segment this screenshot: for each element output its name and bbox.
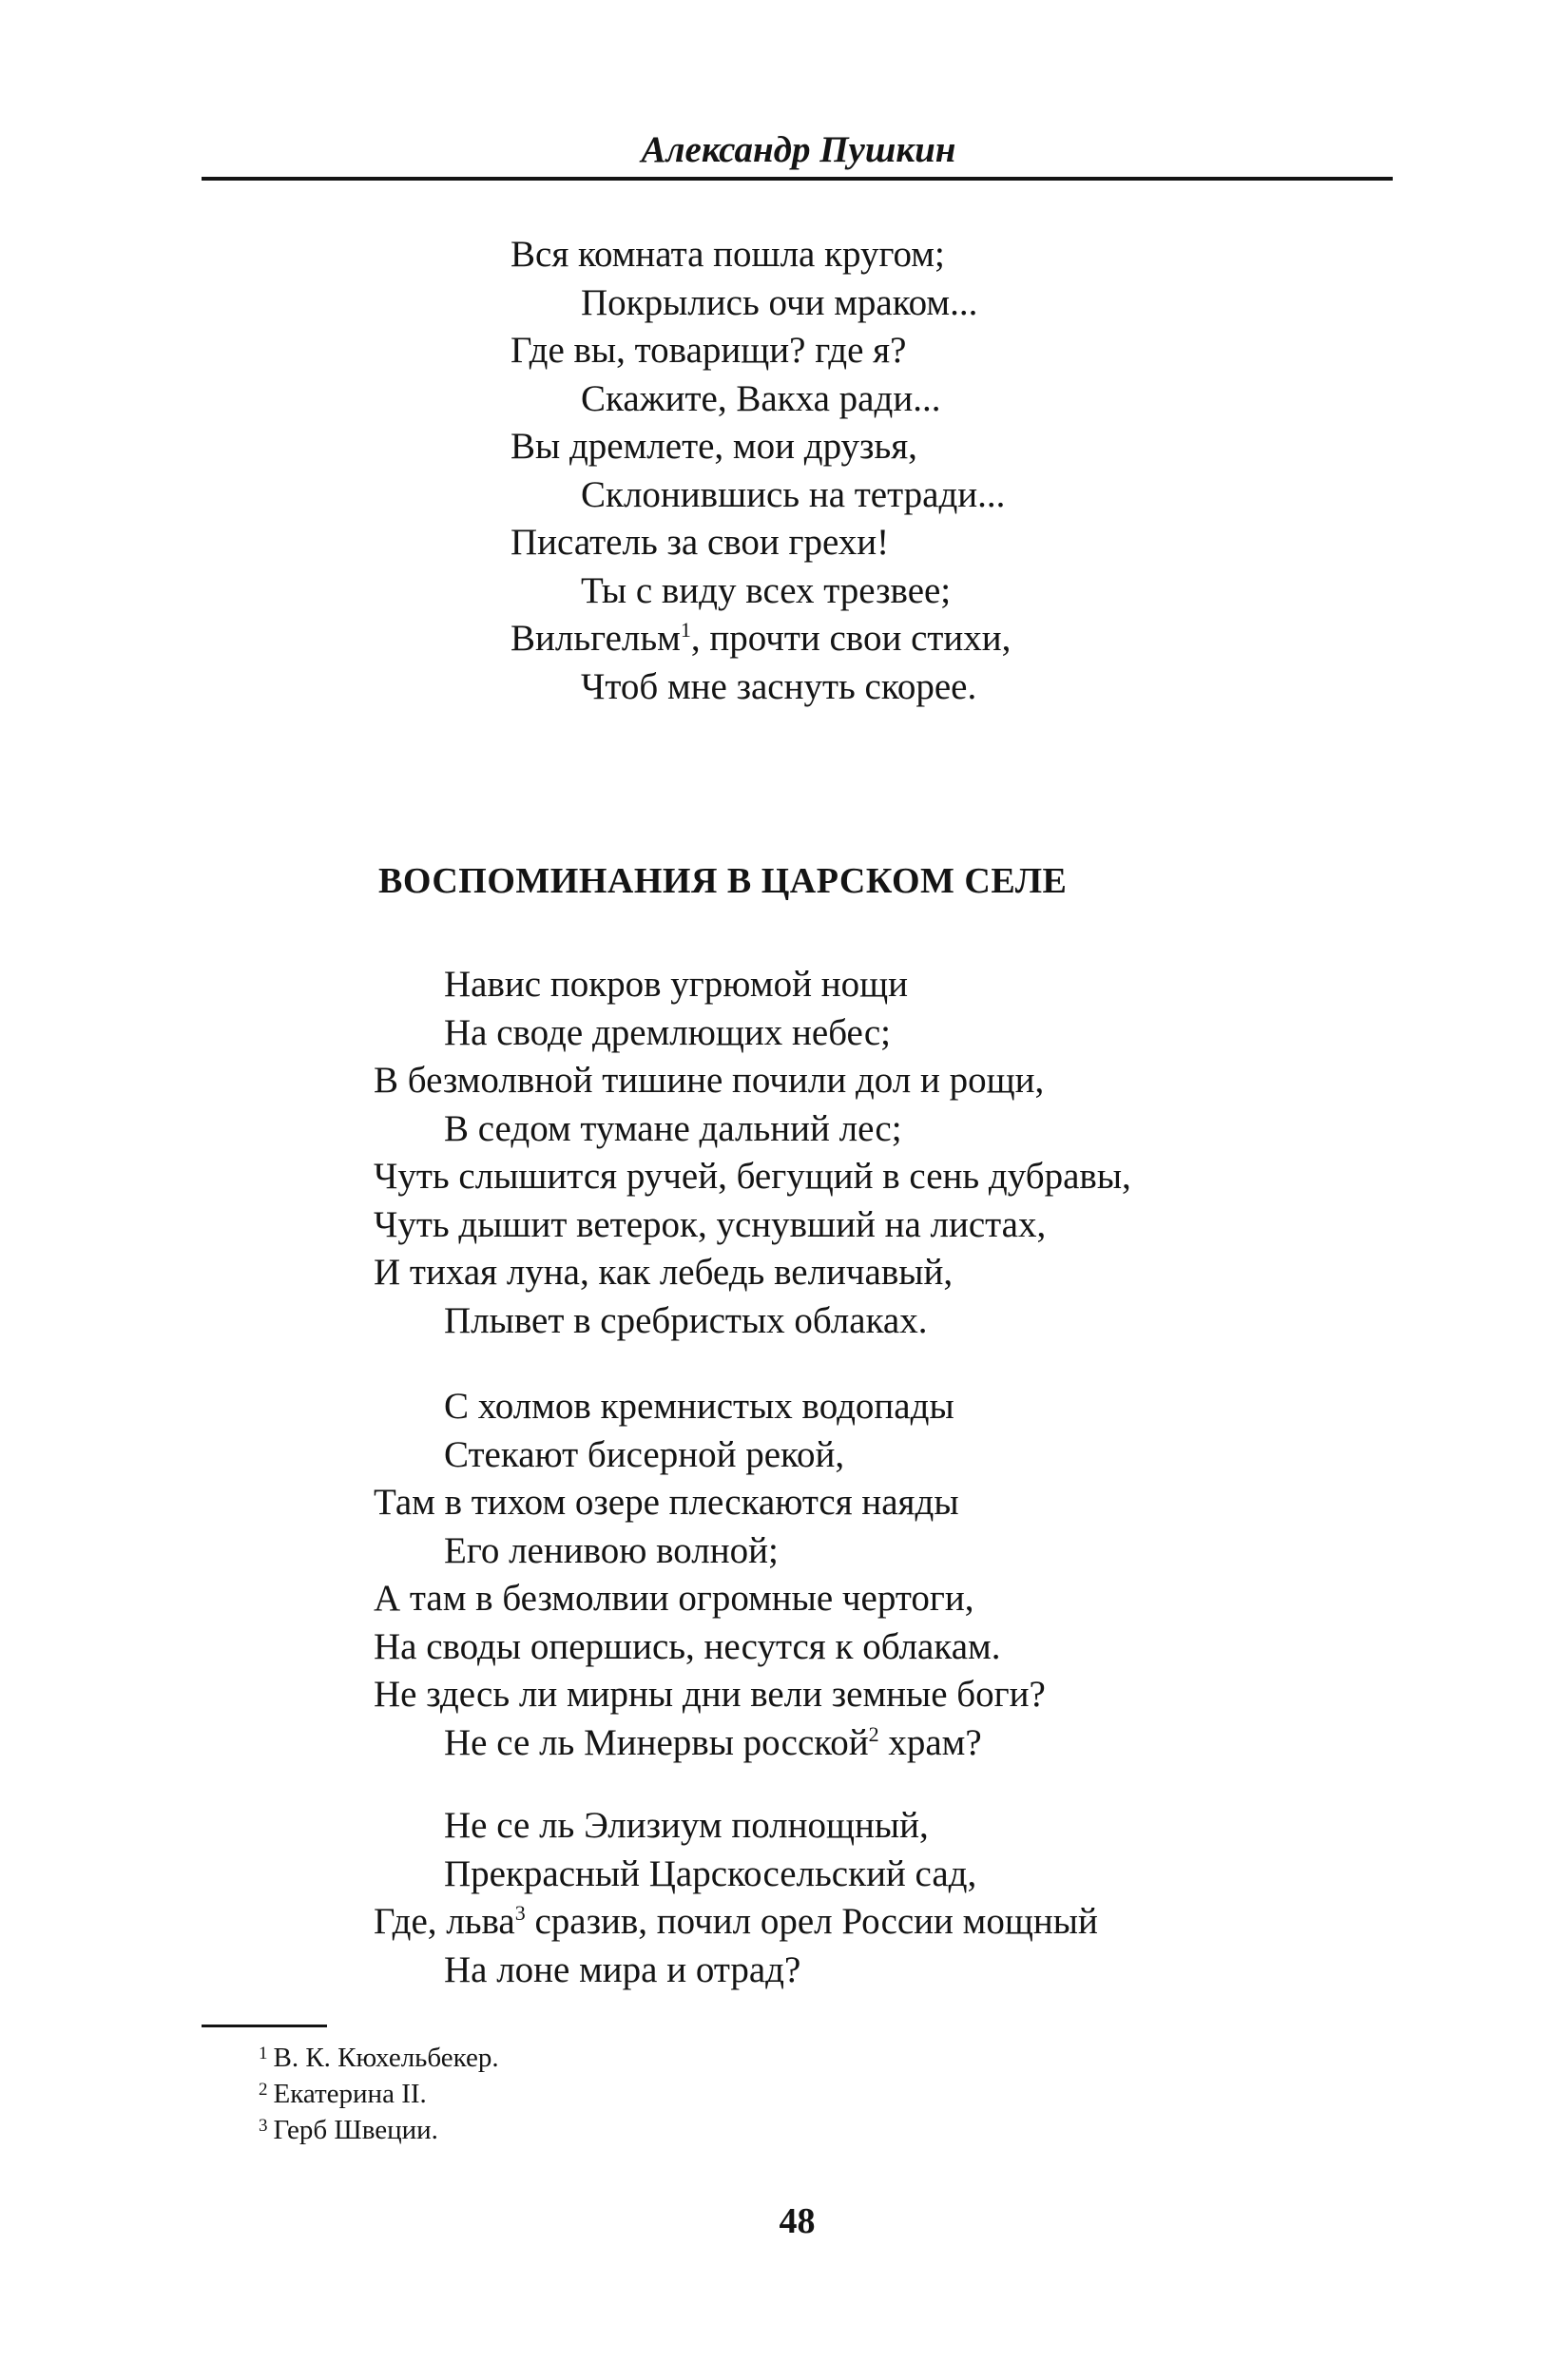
verse-line: [374, 1898, 1098, 1947]
verse-line: Писатель за свои грехи!: [511, 522, 890, 563]
verse-line: Вы дремлете, мои друзья,: [511, 426, 917, 467]
footnote-rule: [202, 2025, 327, 2027]
footnote-ref: 2: [868, 1721, 879, 1746]
footnote-text: Екатерина II.: [273, 2079, 427, 2109]
verse-text: Не се ль Минервы росской: [444, 1721, 869, 1763]
verse-line: Прекрасный Царскосельский сад,: [444, 1852, 977, 1894]
verse-line: Навис покров угрюмой нощи: [444, 964, 908, 1005]
footnote-number: 2: [259, 2080, 268, 2100]
verse-line: Не здесь ли мирны дни вели земные боги?: [374, 1674, 1046, 1715]
verse-line: Его ленивою волной;: [444, 1529, 779, 1571]
verse-line: С холмов кремнистых водопады: [444, 1386, 954, 1427]
verse-line: Чуть слышится ручей, бегущий в сень дубравы,: [374, 1156, 1131, 1197]
footnote-number: 3: [259, 2116, 268, 2136]
poem-stanza-1: [374, 961, 1131, 1345]
verse-line: И тихая луна, как лебедь величавый,: [374, 1252, 954, 1293]
verse-line: В седом тумане дальний лес;: [444, 1107, 902, 1149]
page-number: 48: [779, 2201, 816, 2241]
poem-stanza-3: [374, 1802, 1098, 1994]
poem-stanza-2: [374, 1383, 1046, 1767]
verse-line: Ты с виду всех трезвее;: [581, 569, 952, 611]
verse-text: Вильгельм: [511, 618, 681, 659]
footnote-ref: 3: [514, 1901, 526, 1925]
footnotes: [259, 2040, 499, 2148]
poem-title: ВОСПОМИНАНИЯ В ЦАРСКОМ СЕЛЕ: [378, 861, 1068, 901]
verse-line: [511, 615, 1011, 663]
footnote-ref: 1: [680, 618, 691, 642]
verse-line: Там в тихом озере плескаются наяды: [374, 1482, 959, 1523]
verse-text: сразив, почил орел России мощный: [525, 1901, 1098, 1942]
footnote: [259, 2076, 499, 2112]
verse-line: Скажите, Вакха ради...: [581, 377, 941, 419]
verse-line: На своды опершись, несутся к облакам.: [374, 1625, 1001, 1667]
verse-line: Где вы, товарищи? где я?: [511, 330, 907, 371]
footnote-text: В. К. Кюхельбекер.: [273, 2043, 499, 2073]
verse-line: Склонившись на тетради...: [581, 473, 1006, 515]
verse-text: храм?: [878, 1721, 982, 1763]
verse-line: На своде дремлющих небес;: [444, 1011, 891, 1053]
verse-line: Стекают бисерной рекой,: [444, 1433, 845, 1475]
verse-line: На лоне мира и отрад?: [444, 1948, 801, 1990]
intro-stanza: [511, 231, 1011, 711]
running-title: Александр Пушкин: [641, 129, 956, 170]
footnote: [259, 2112, 499, 2148]
verse-line: Не се ль Элизиум полнощный,: [444, 1805, 929, 1846]
verse-text: , прочти свои стихи,: [690, 618, 1012, 659]
verse-line: Вся комната пошла кругом;: [511, 234, 945, 275]
footnote-number: 1: [259, 2044, 268, 2063]
footnote-text: Герб Швеции.: [273, 2115, 438, 2145]
verse-line: Чуть дышит ветерок, уснувший на листах,: [374, 1203, 1047, 1245]
verse-text: Где, льва: [374, 1901, 515, 1942]
header-rule: [202, 177, 1393, 181]
footnote: [259, 2040, 499, 2076]
verse-line: Чтоб мне заснуть скорее.: [581, 665, 977, 707]
verse-line: А там в безмолвии огромные чертоги,: [374, 1578, 974, 1619]
verse-line: [374, 1719, 1046, 1768]
verse-line: В безмолвной тишине почили дол и рощи,: [374, 1060, 1045, 1101]
verse-line: Покрылись очи мраком...: [581, 281, 978, 323]
verse-line: Плывет в сребристых облаках.: [444, 1299, 928, 1341]
